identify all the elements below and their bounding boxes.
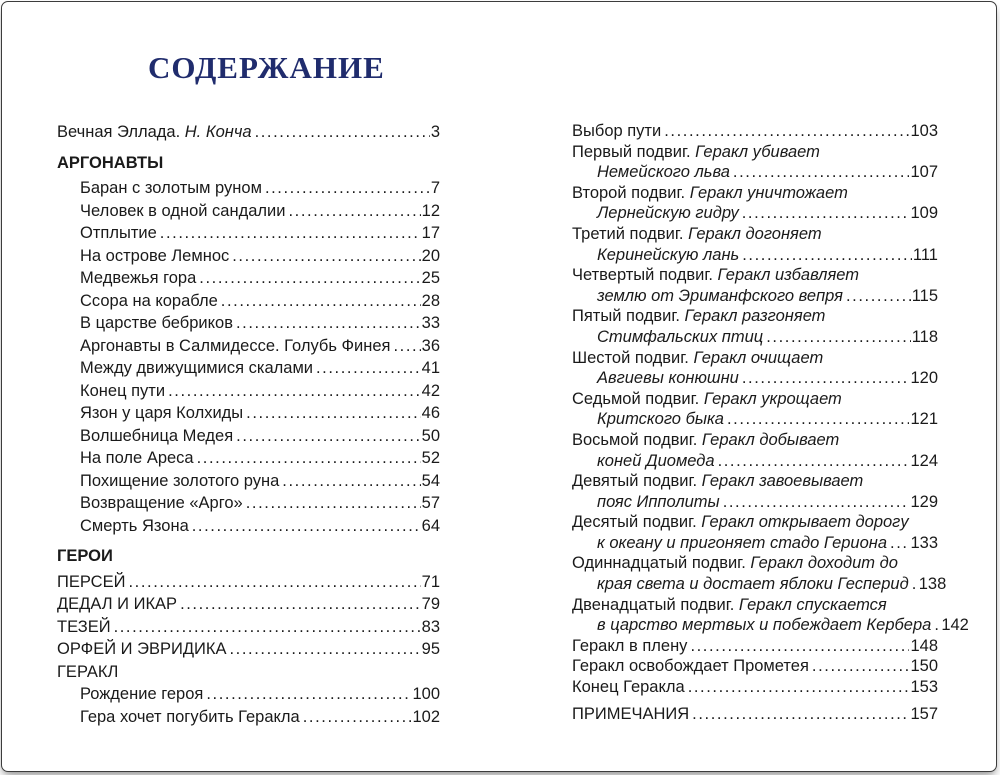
toc-entry-text: ПРИМЕЧАНИЯ	[572, 704, 690, 723]
toc-entry-text: Одиннадцатый подвиг.	[572, 554, 751, 573]
toc-entry-title	[572, 656, 809, 677]
dot-leader	[221, 290, 421, 313]
dot-leader	[727, 409, 910, 430]
toc-entry-line1	[572, 265, 938, 286]
toc-entry-text: Пятый подвиг.	[572, 307, 685, 326]
dot-leader	[394, 335, 421, 358]
toc-entry-title	[80, 402, 243, 425]
toc-entry-text: Десятый подвиг.	[572, 513, 702, 532]
toc-entry-line2	[572, 327, 938, 348]
toc-entry	[57, 638, 440, 661]
toc-entry-line1	[572, 306, 938, 327]
toc-entry-text: Двенадцатый подвиг.	[572, 595, 739, 614]
toc-entry-text: ТЕЗЕЙ	[57, 617, 111, 636]
toc-entry-text: Язон у царя Колхиды	[80, 404, 244, 422]
toc-entry-text: Медвежья гора	[80, 269, 197, 287]
toc-entry-line1	[572, 183, 938, 204]
page-number: 50	[421, 426, 440, 445]
toc-entry-text: Первый подвиг.	[572, 142, 696, 161]
dot-leader	[192, 515, 421, 538]
toc-entry-text-italic: Геракл уничтожает	[689, 183, 848, 202]
toc-entry-line1	[572, 553, 938, 574]
dot-leader	[229, 638, 420, 661]
dot-leader	[288, 200, 420, 223]
page-number: 12	[421, 201, 440, 220]
page-number: 25	[421, 269, 440, 287]
toc-entry-title	[80, 312, 233, 335]
toc-entry-text: Восьмой подвиг.	[572, 430, 702, 449]
toc-entry-title	[80, 492, 243, 515]
toc-entry	[57, 380, 440, 403]
toc-entry-text-italic: Геракл убивает	[695, 142, 820, 161]
toc-entry	[57, 290, 440, 313]
dot-leader	[236, 425, 420, 448]
toc-entry-text: Ссора на корабле	[80, 291, 218, 310]
toc-entry-text-italic: Геракл добывает	[701, 430, 840, 449]
toc-entry-title	[572, 121, 661, 142]
page-number: 52	[421, 449, 440, 467]
toc-entry	[572, 677, 938, 698]
page-number: 111	[912, 245, 938, 264]
page-number: 57	[421, 494, 440, 512]
toc-entry-text-italic: в царство мертвых и побеждает Кербера	[597, 616, 932, 635]
toc-entry-text-italic: Геракл догоняет	[688, 224, 822, 243]
page-number: 124	[910, 451, 938, 470]
dot-leader	[236, 312, 421, 335]
toc-entry-text: Возвращение «Арго»	[80, 494, 243, 512]
toc-entry	[57, 121, 440, 144]
dot-leader	[265, 177, 430, 200]
toc-entry-text-italic: Геракл очищает	[693, 348, 824, 367]
page-number: 102	[412, 707, 440, 726]
toc-entry-text: Баран с золотым руном	[80, 179, 262, 197]
toc-entry-line2	[572, 409, 938, 430]
dot-leader	[690, 636, 909, 657]
toc-entry-line1	[572, 430, 938, 451]
toc-entry-text: ОРФЕЙ И ЭВРИДИКА	[57, 640, 227, 658]
toc-entry-title	[80, 447, 194, 470]
toc-entry-title	[57, 121, 252, 144]
page-title: СОДЕРЖАНИЕ	[148, 50, 385, 85]
toc-column-left	[57, 121, 440, 728]
dot-leader	[890, 533, 909, 554]
toc-entry-line1	[572, 348, 938, 369]
toc-entry	[57, 357, 440, 380]
dot-leader	[688, 677, 910, 698]
toc-entry	[57, 177, 440, 200]
toc-entry-title	[80, 245, 229, 268]
toc-entry-text: Геракл освобождает Прометея	[572, 657, 809, 676]
toc-entry-line2	[572, 286, 938, 307]
toc-entry-line2	[572, 451, 938, 472]
toc-entry-line2	[572, 245, 938, 266]
dot-leader	[742, 203, 910, 224]
toc-entry-text-italic: к океану и пригоняет стадо Гериона	[597, 533, 888, 552]
toc-entry	[57, 200, 440, 223]
dot-leader	[742, 245, 912, 266]
toc-entry-title	[57, 571, 125, 594]
toc-entry	[572, 121, 938, 142]
toc-entry-title	[57, 616, 111, 639]
dot-leader	[282, 470, 420, 493]
dot-leader	[206, 683, 411, 706]
toc-entry-line1	[572, 471, 938, 492]
toc-entry-title	[80, 425, 233, 448]
toc-entry	[57, 616, 440, 639]
toc-entry-text: Седьмой подвиг.	[572, 389, 704, 408]
toc-entry-title	[572, 677, 685, 698]
page-number: 157	[910, 704, 938, 723]
toc-entry-title	[80, 177, 262, 200]
dot-leader	[114, 616, 421, 639]
page-number: 109	[910, 204, 938, 223]
toc-entry-text: Гера хочет погубить Геракла	[80, 707, 300, 726]
toc-entry	[57, 515, 440, 538]
toc-entry-text-italic: Немейского льва	[597, 163, 730, 182]
toc-entry-line2	[572, 162, 938, 183]
page-number: 129	[910, 492, 938, 511]
page-number: 121	[910, 410, 938, 429]
page-number: 42	[421, 381, 440, 400]
toc-entry	[57, 402, 440, 425]
dot-leader	[246, 492, 421, 515]
toc-entry-text: Волшебница Медея	[80, 426, 234, 445]
page-number: 138	[918, 575, 947, 594]
toc-entry-text-italic: Геракл доходит до	[750, 554, 898, 573]
toc-entry-line2	[572, 615, 969, 636]
page-number: 79	[421, 595, 440, 613]
toc-entry-text-italic: Стимфальских птиц	[597, 327, 764, 346]
toc-entry	[57, 447, 440, 470]
toc-entry-line2	[572, 203, 938, 224]
toc-entry-text: Похищение золотого руна	[80, 471, 280, 490]
toc-entry-line2	[572, 533, 938, 554]
toc-entry-text: На острове Лемнос	[80, 246, 230, 265]
toc-entry-text-italic: Лернейскую гидру	[597, 204, 739, 223]
toc-entry-title	[80, 706, 300, 729]
toc-entry-text: Второй подвиг.	[572, 183, 690, 202]
dot-leader	[232, 245, 420, 268]
toc-entry-text-italic: землю от Эриманфского вепря	[597, 286, 843, 305]
toc-entry-text: Аргонавты в Салмидессе. Голубь Финея	[80, 336, 391, 355]
toc-columns	[57, 121, 969, 728]
toc-entry	[57, 222, 440, 245]
dot-leader	[846, 286, 911, 307]
page-number: 17	[421, 224, 440, 242]
toc-entry-title	[57, 593, 177, 616]
dot-leader	[128, 571, 420, 594]
toc-entry	[57, 593, 440, 616]
page-number: 3	[430, 123, 440, 141]
toc-entry	[57, 245, 440, 268]
toc-entry-title	[80, 357, 313, 380]
toc-entry-text: Рождение героя	[80, 685, 204, 703]
toc-entry-title	[57, 638, 226, 661]
toc-entry	[57, 470, 440, 493]
dot-leader	[160, 222, 421, 245]
toc-entry-text: ПЕРСЕЙ	[57, 572, 126, 591]
section-heading: ГЕРОИ	[57, 547, 113, 565]
toc-entry-line1	[572, 142, 938, 163]
toc-entry-text: Вечная Эллада.	[57, 123, 185, 141]
toc-entry-title	[80, 267, 196, 290]
toc-entry-text-italic: Геракл спускается	[738, 595, 887, 614]
toc-entry-text: Девятый подвиг.	[572, 472, 702, 491]
dot-leader	[246, 402, 420, 425]
dot-leader	[692, 704, 909, 725]
page-number: 118	[911, 327, 938, 346]
page-number: 100	[412, 685, 440, 703]
page-number: 103	[910, 122, 938, 140]
toc-entry-title	[80, 683, 203, 706]
toc-entry-title	[80, 380, 165, 403]
toc-entry	[57, 267, 440, 290]
page-number: 95	[421, 640, 440, 658]
toc-entry-text-italic: Геракл разгоняет	[684, 307, 826, 326]
dot-leader	[168, 380, 421, 403]
toc-entry	[57, 706, 440, 729]
dot-leader	[199, 267, 420, 290]
toc-entry	[57, 312, 440, 335]
dot-leader	[723, 492, 910, 513]
page-number: 115	[911, 286, 938, 305]
toc-entry	[57, 683, 440, 706]
dot-leader	[664, 121, 909, 142]
toc-entry-text: Человек в одной сандалии	[80, 201, 286, 220]
dot-leader	[180, 593, 421, 616]
page-number: 20	[421, 246, 440, 265]
toc-entry-title	[80, 335, 391, 358]
toc-entry-text: Четвертый подвиг.	[572, 266, 718, 285]
toc-entry-line1	[572, 595, 938, 616]
toc-entry	[57, 335, 440, 358]
page-number: 46	[421, 404, 440, 422]
toc-entry-text: Геракл в плену	[572, 636, 688, 655]
toc-entry-title	[572, 636, 687, 657]
page-number: 71	[421, 572, 440, 591]
page-number: 64	[421, 516, 440, 535]
toc-entry-text-italic: пояс Ипполиты	[597, 492, 720, 511]
toc-entry-line1	[572, 512, 938, 533]
toc-entry	[572, 704, 938, 725]
page-number: 148	[910, 636, 938, 655]
page-number: 107	[910, 163, 938, 182]
toc-entry-title	[80, 290, 218, 313]
toc-entry-title	[80, 470, 279, 493]
dot-leader	[303, 706, 412, 729]
toc-entry-text-italic: Н. Конча	[184, 123, 252, 141]
page-number: 133	[910, 533, 938, 552]
toc-entry-text-italic: Геракл укрощает	[703, 389, 842, 408]
toc-entry	[57, 425, 440, 448]
dot-leader	[197, 447, 421, 470]
toc-entry-title	[80, 200, 285, 223]
toc-entry-text: Шестой подвиг.	[572, 348, 694, 367]
page-number: 142	[941, 616, 969, 635]
toc-entry	[572, 636, 938, 657]
toc-entry-text-italic: Геракл открывает дорогу	[701, 513, 909, 532]
book-page	[1, 1, 997, 772]
page-number: 7	[430, 179, 440, 197]
toc-entry-text: Конец пути	[80, 381, 166, 400]
page-number: 83	[421, 617, 440, 636]
toc-entry-line1	[572, 389, 938, 410]
page-number: 41	[421, 359, 440, 377]
toc-entry-title	[572, 704, 689, 725]
page-number: 36	[421, 336, 440, 355]
toc-entry-text: Третий подвиг.	[572, 224, 689, 243]
toc-entry	[57, 492, 440, 515]
toc-entry-text: Отплытие	[80, 224, 157, 242]
dot-leader	[742, 368, 910, 389]
toc-entry-title	[80, 515, 189, 538]
dot-leader	[255, 121, 430, 144]
toc-entry-title	[80, 222, 157, 245]
page-number: 120	[910, 369, 938, 388]
page-number: 54	[421, 471, 440, 490]
toc-entry-text-italic: Геракл избавляет	[717, 266, 860, 285]
toc-entry-text-italic: Критского быка	[597, 410, 724, 429]
dot-leader	[812, 656, 910, 677]
toc-entry-line2	[572, 492, 938, 513]
toc-entry-text: Смерть Язона	[80, 516, 189, 535]
section-subheading: ГЕРАКЛ	[57, 662, 119, 681]
toc-entry-text-italic: Керинейскую лань	[597, 245, 740, 264]
section-heading: АРГОНАВТЫ	[57, 153, 164, 172]
toc-entry-text: ДЕДАЛ И ИКАР	[57, 595, 178, 613]
toc-entry-text: Конец Геракла	[572, 678, 685, 697]
toc-entry-text-italic: Авгиевы конюшни	[597, 369, 739, 388]
toc-entry-line2	[572, 574, 947, 595]
toc-entry-text-italic: коней Диомеда	[597, 451, 715, 470]
toc-entry-text: На поле Ареса	[80, 449, 194, 467]
toc-column-right	[572, 121, 969, 728]
toc-entry-text: В царстве бебриков	[80, 314, 233, 332]
page-number: 150	[910, 657, 938, 676]
page-number: 33	[421, 314, 440, 332]
toc-entry-text-italic: Геракл завоевывает	[701, 472, 864, 491]
toc-entry-line2	[572, 368, 938, 389]
toc-entry-text: Выбор пути	[572, 122, 662, 140]
toc-entry-text-italic: края света и достает яблоки Гесперид	[597, 575, 909, 594]
page-number: 28	[421, 291, 440, 310]
toc-entry-text: Между движущимися скалами	[80, 359, 313, 377]
dot-leader	[718, 451, 910, 472]
page-number: 153	[910, 678, 938, 697]
dot-leader	[766, 327, 910, 348]
toc-entry	[572, 656, 938, 677]
dot-leader	[316, 357, 421, 380]
toc-entry	[57, 571, 440, 594]
dot-leader	[733, 162, 910, 183]
toc-entry-line1	[572, 224, 938, 245]
